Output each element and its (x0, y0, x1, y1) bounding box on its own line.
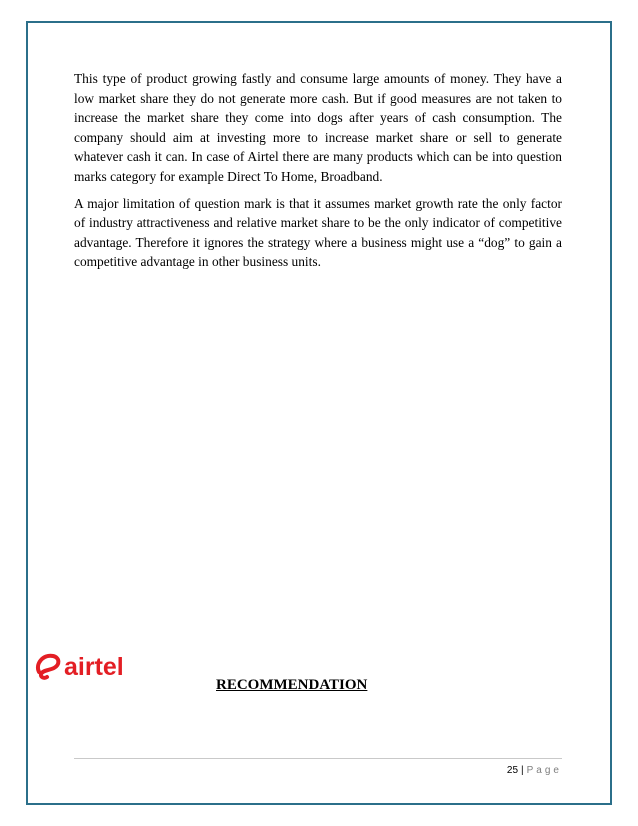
paragraph-1: This type of product growing fastly and consume large amounts of money. They have a low market share they do not generate more cash. But if good measures are not taken to increase the market share they come into dogs after years of cash consumption. The company should aim at investing more to increase market share or sell to generate whatever cash it can. In case of Airtel there are many products which can be into question marks category for example Direct To Home, Broadband. (74, 71, 562, 184)
recommendation-heading: RECOMMENDATION (216, 677, 368, 693)
body-text (74, 69, 562, 279)
page-number: 25 (506, 765, 519, 776)
footer-separator: | (521, 765, 524, 776)
svg-text:airtel: airtel (64, 653, 124, 681)
page-label: Page (526, 765, 562, 776)
page-footer (507, 765, 562, 776)
airtel-logo (33, 648, 143, 684)
footer-divider (74, 758, 562, 759)
paragraph-2: A major limitation of question mark is that it assumes market growth rate the only factor of industry attractiveness and relative market share to be the only indicator of competitive advantage. Therefore it ignores the strategy where a business might use a “dog” to gain a competitive advantage in other business units. (74, 195, 562, 270)
airtel-swirl-icon (38, 656, 58, 678)
